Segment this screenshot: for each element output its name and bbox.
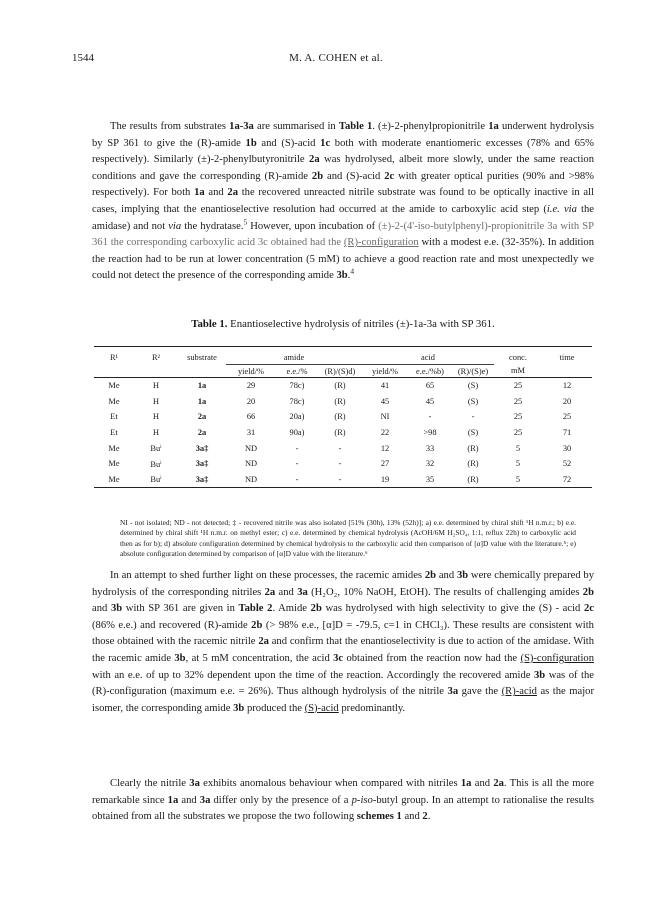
compound-ref: 1a (167, 794, 179, 806)
text: and (S)-acid (323, 170, 385, 182)
table-cell: (R) (334, 396, 346, 406)
text: However, upon incubation of (247, 220, 379, 232)
col-header-substrate: substrate (178, 347, 226, 365)
table-body (94, 378, 592, 488)
text: with an e.e. of up to 32% dependent upon the time of the reaction. Accordingly the recovered amide (92, 669, 534, 681)
text: -butyl group. In an attempt to rationalise the results obtained from all the substrates we propose the two following (92, 794, 594, 823)
text: the recovered unreacted nitrile substrate was found to be optically inactive in all cases, implying that the enantioselective resolution had occurred at the amide to carboxylic acid step ( (92, 187, 594, 215)
compound-ref: 2b (424, 570, 437, 581)
table-cell: H (152, 381, 160, 391)
table-cell: 29 (246, 381, 256, 391)
table-cell: 20 (246, 396, 256, 406)
paragraph-amide-experiments (92, 568, 594, 717)
table-cell: 25 (562, 412, 572, 422)
paragraph-anomalous-behaviour (92, 776, 594, 826)
text: differ only by the presence of a (210, 794, 352, 806)
table-ref: Table 2 (238, 603, 273, 615)
table-row (94, 456, 592, 472)
italic-text: i.e. via (546, 203, 577, 215)
compound-ref: 2a (309, 154, 320, 166)
table-cell: Me (108, 396, 120, 406)
compound-ref: 3a (447, 686, 459, 698)
scheme-ref: schemes 1 (356, 811, 402, 823)
page-header (72, 52, 600, 70)
text: . This is all the more remarkable since (92, 778, 594, 806)
text: and (436, 570, 457, 581)
table-cell: Et (110, 412, 118, 422)
table-row (94, 472, 592, 488)
text: are summarised in (253, 121, 339, 132)
table-cell: 2a (197, 412, 207, 422)
text: the amidase) and not (92, 203, 594, 232)
table-cell: 25 (513, 428, 523, 438)
text: . (±)-2-phenylpropionitrile (372, 121, 489, 132)
table-cell: 72 (542, 472, 592, 488)
table-cell: Et (110, 428, 118, 438)
col-header-r1: R¹ (94, 347, 134, 365)
compound-ref: 3c (333, 652, 344, 664)
table-cell: 32 (425, 459, 435, 469)
table-cell: - (471, 412, 475, 422)
table-cell: H (152, 428, 160, 438)
text: was of the (R)-configuration (maximum e.e. = 26%). Thus although hydrolysis of the nitrile (92, 669, 594, 698)
table-row (94, 394, 592, 410)
table-cell: (R) (467, 459, 479, 469)
table-cell: ND (244, 459, 258, 469)
table-cell: H (152, 412, 160, 422)
table-cell: (S) (467, 428, 479, 438)
table-cell: Me (108, 459, 120, 469)
underlined-text: (S)-configuration (520, 652, 594, 664)
compound-ref: 1c (320, 137, 331, 149)
table-1 (94, 346, 592, 488)
text: exhibits anomalous behaviour when compared with nitriles (199, 778, 461, 789)
text: was hydrolysed with high selectivity to give the (S) - acid (321, 603, 584, 615)
table-cell: (R) (467, 443, 479, 453)
table-row (94, 425, 592, 441)
text: and (178, 794, 200, 806)
table-cell: 25 (513, 396, 523, 406)
compound-ref: 2b (310, 603, 322, 615)
text: and (401, 811, 423, 823)
table-row (94, 440, 592, 456)
text: . Amide (272, 603, 311, 615)
compound-ref: 1a (488, 121, 499, 132)
faded-text: (±)-2-(4'-iso-butylphenyl)-propionitrile 3a with SP 361 the corresponding carboxylic acid 3c obtained had the (92, 220, 595, 249)
faded-underlined-text: (R)-configuration (343, 237, 419, 249)
table-cell: 78c) (289, 396, 305, 406)
subheader-amide-yield: yield/% (226, 365, 276, 378)
table-cell: 3a‡ (178, 472, 226, 488)
table-cell: 1a (197, 396, 207, 406)
col-header-conc: conc. (494, 347, 542, 365)
table-cell: - (295, 459, 299, 469)
col-header-time: time (542, 347, 592, 365)
table-cell: ND (226, 472, 276, 488)
text: (> 98% e.e., [α]D = -79.5, c=1 in CHCl₃). These results are consistent with those obtained with the racemic nitrile (92, 619, 594, 648)
compound-ref: 3b (174, 652, 186, 664)
subheader-conc-unit: mM (494, 365, 542, 378)
text: (86% e.e.) and recovered (R)-amide (92, 619, 252, 631)
compound-ref: 2a (227, 187, 238, 199)
text: were chemically prepared by hydrolysis of the corresponding nitriles (92, 570, 595, 598)
table-cell: 20a) (289, 412, 305, 422)
table-row (94, 378, 592, 394)
table-cell: 31 (246, 428, 256, 438)
compound-ref: 2a (258, 636, 269, 648)
table-cell: 66 (246, 412, 256, 422)
table-cell: 90a) (289, 428, 305, 438)
table-cell: 5 (515, 459, 521, 469)
table-cell: 3a‡ (195, 459, 209, 469)
table-cell: 25 (513, 412, 523, 422)
italic-text: p-iso (351, 794, 373, 806)
subheader-amide-config: (R)/(S)d) (318, 365, 362, 378)
compound-ref: 2c (583, 603, 594, 615)
text: and (471, 778, 494, 789)
table-cell: - (295, 443, 299, 453)
text: with greater optical purities (90% and >98% respectively). For both (92, 170, 594, 199)
table-cell: (S) (467, 381, 479, 391)
italic-text: via (168, 220, 182, 232)
compound-ref: 3a (189, 778, 200, 789)
table-ref: Table 1 (338, 121, 373, 132)
compound-ref: 3b (533, 669, 546, 681)
subheader-amide-ee: e.e./% (276, 365, 318, 378)
text: with SP 361 are given in (122, 603, 239, 615)
compound-ref: 2a (493, 778, 504, 789)
text: and confirm that the enantioselectivity is due to action of the amidase. With the racemic amide (92, 636, 594, 664)
text: was hydrolysed, albeit more slowly, under the same reaction conditions and gave the corresponding (R)-amide (92, 154, 594, 182)
table-cell: - (338, 459, 342, 469)
table-cell: 22 (380, 428, 390, 438)
text: and (275, 586, 298, 598)
table-cell: 3a‡ (195, 443, 209, 453)
table-cell: Buⁱ (134, 472, 178, 488)
text: . (347, 270, 351, 282)
text: predominantly. (338, 702, 406, 714)
compound-ref: 2b (251, 619, 263, 631)
table-header-row (94, 347, 592, 365)
table-footnote: NI - not isolated; ND - not detected; ‡ - recovered nitrile was also isolated [51% (30h), 13% (52h)]; a) e.e. determined by chiral shift ¹H n.m.r.; b) e.e. determined by chiral shift ¹H n.m.r. on methyl ester; c) e.e. determined by chemical hydrolysis (AcOH/6M H₂SO₄, 1:1, reflux 22h) to carboxylic acid then as for b); d) absolute configuration determined by chemical hydrolysis to the carboxylic acid then comparison of [α]D value with the literature.⁵; e) absolute configuration determined by comparison of [α]D value with the literature.⁶ (120, 518, 576, 559)
compound-ref: 3a (199, 794, 211, 806)
table-cell: Me (94, 472, 134, 488)
table-cell: 19 (362, 472, 408, 488)
table-cell: 30 (562, 443, 572, 453)
compound-ref: 2c (384, 170, 395, 182)
table-cell: 12 (562, 381, 572, 391)
text: gave the (458, 686, 502, 698)
text: obtained from the reaction now had the (343, 652, 521, 664)
compound-ref: 3b (456, 570, 469, 581)
results-table (94, 346, 592, 488)
table-cell: 45 (425, 396, 435, 406)
text: . (427, 811, 431, 823)
text: (H₂O₂, 10% NaOH, EtOH). The results of challenging amides (307, 586, 583, 598)
text: , at 5 mM concentration, the acid (185, 652, 334, 664)
table-cell: 20 (562, 396, 572, 406)
text: and (204, 187, 228, 199)
table-cell: (R) (334, 428, 346, 438)
table-cell: H (152, 396, 160, 406)
compound-ref: 2b (311, 170, 324, 182)
compound-ref: 1a (194, 187, 205, 199)
table-cell: - (318, 472, 362, 488)
table-cell: 25 (513, 381, 523, 391)
text: as the major isomer, the corresponding amide (92, 686, 594, 714)
table-cell: 41 (380, 381, 390, 391)
table-cell: Me (108, 443, 120, 453)
text: with a modest e.e. (32-35%). In addition the reaction had to be run at lower concentration (5 mM) to achieve a good reaction rate and most unexpectedly we could not detect the presence of the corresponding amide (92, 237, 594, 282)
underlined-text: (S)-acid (304, 702, 339, 714)
subheader-acid-config: (R)/(S)e) (452, 365, 494, 378)
table-cell: 2a (197, 428, 207, 438)
table-row (94, 409, 592, 425)
table-cell: 33 (425, 443, 435, 453)
text: the hydratase. (181, 220, 244, 232)
compound-ref: 1a-3a (229, 121, 254, 132)
citation: 5 (243, 217, 248, 227)
table-cell: (R) (334, 381, 346, 391)
col-header-r2: R² (134, 347, 178, 365)
paragraph-results-summary (92, 119, 594, 285)
col-header-amide: amide (226, 347, 362, 365)
page-number: 1544 (72, 52, 94, 64)
compound-ref: 3b (110, 603, 123, 615)
table-cell: 52 (562, 459, 572, 469)
running-head: M. A. COHEN et al. (289, 52, 383, 64)
text: The results from substrates (110, 121, 230, 132)
text: In an attempt to shed further light on these processes, the racemic amides (110, 570, 425, 581)
table-cell: - (276, 472, 318, 488)
table-cell: 5 (494, 472, 542, 488)
table-cell: NI (380, 412, 390, 422)
table-subheader-row (94, 365, 592, 378)
table-cell: (S) (467, 396, 479, 406)
scheme-ref: 2 (422, 811, 428, 823)
table-cell: Buⁱ (150, 444, 162, 454)
underlined-text: (R)-acid (501, 686, 537, 698)
table-cell: Buⁱ (150, 459, 162, 469)
text: Clearly the nitrile (110, 778, 190, 789)
subheader-acid-ee: e.e./%b) (408, 365, 452, 378)
table-cell: 45 (380, 396, 390, 406)
table-cell: (R) (334, 412, 346, 422)
text: and (S)-acid (256, 137, 321, 149)
compound-ref: 2a (264, 586, 276, 598)
citation: 4 (350, 266, 355, 276)
table-cell: - (338, 443, 342, 453)
compound-ref: 3b (336, 270, 348, 282)
compound-ref: 3a (297, 586, 308, 598)
compound-ref: 2b (582, 586, 594, 598)
compound-ref: 1b (245, 137, 257, 149)
text: produced the (244, 702, 305, 714)
table-cell: 35 (408, 472, 452, 488)
table-cell: 12 (380, 443, 390, 453)
col-header-acid: acid (362, 347, 494, 365)
caption-label: Table 1. (191, 318, 228, 330)
table-caption (92, 318, 594, 330)
table-cell: 27 (380, 459, 390, 469)
text: both with moderate enantiomeric excesses (78% and 65% respectively). Similarly (±)-2-phenylbutyronitrile (92, 137, 594, 166)
table-cell: (R) (452, 472, 494, 488)
table-cell: 78c) (289, 381, 305, 391)
caption-text: Enantioselective hydrolysis of nitriles (±)-1a-3a with SP 361. (227, 318, 495, 330)
table-cell: Me (108, 381, 120, 391)
table-cell: 1a (197, 381, 207, 391)
compound-ref: 3b (233, 702, 245, 714)
table-cell: ND (244, 443, 258, 453)
text: and (92, 603, 111, 615)
subheader-acid-yield: yield/% (362, 365, 408, 378)
compound-ref: 1a (460, 778, 472, 789)
table-cell: 71 (562, 428, 572, 438)
text: underwent hydrolysis by SP 361 to give the (R)-amide (92, 121, 594, 149)
table-cell: 65 (425, 381, 435, 391)
table-cell: 5 (515, 443, 521, 453)
table-cell: >98 (423, 428, 437, 438)
table-cell: - (428, 412, 432, 422)
